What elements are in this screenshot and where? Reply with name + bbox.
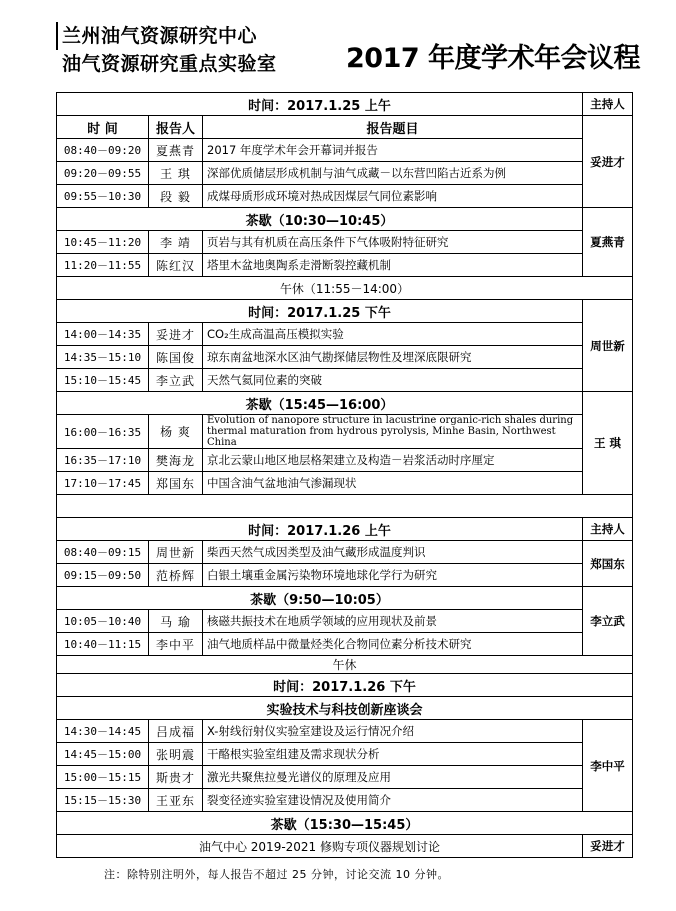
talk-time: 08:40－09:20	[57, 139, 149, 162]
host-name: 王 琪	[583, 392, 633, 495]
tea-break: 茶歇（10:30—10:45）	[57, 208, 583, 231]
talk-topic: 塔里木盆地奥陶系走滑断裂控藏机制	[203, 254, 583, 277]
tea-break: 茶歇（15:30—15:45）	[57, 812, 633, 835]
tea-break: 茶歇（9:50—10:05）	[57, 587, 583, 610]
talk-speaker: 夏燕青	[149, 139, 203, 162]
column-header-speaker: 报告人	[149, 116, 203, 139]
talk-speaker: 杨 爽	[149, 415, 203, 449]
lunch-row	[57, 656, 633, 674]
session-title: 时间：2017.1.26 下午	[57, 674, 633, 697]
table-row	[57, 766, 633, 789]
talk-time: 09:15－09:50	[57, 564, 149, 587]
lunch-break: 午休（11:55－14:00）	[57, 277, 633, 300]
lunch-row	[57, 277, 633, 300]
talk-time: 16:35－17:10	[57, 449, 149, 472]
agenda-table	[56, 92, 633, 858]
talk-speaker: 范桥辉	[149, 564, 203, 587]
talk-topic: 油气地质样品中微量烃类化合物同位素分析技术研究	[203, 633, 583, 656]
page-title: 2017 年度学术年会议程	[346, 43, 641, 74]
talk-topic: 成煤母质形成环境对热成因煤层气同位素影响	[203, 185, 583, 208]
talk-time: 14:30－14:45	[57, 720, 149, 743]
table-row	[57, 369, 633, 392]
talk-speaker: 李立武	[149, 369, 203, 392]
talk-topic: 页岩与其有机质在高压条件下气体吸附特征研究	[203, 231, 583, 254]
talk-topic: 深部优质储层形成机制与油气成藏－以东营凹陷古近系为例	[203, 162, 583, 185]
tea-break: 茶歇（15:45—16:00）	[57, 392, 583, 415]
table-row	[57, 231, 633, 254]
organizer-block	[56, 22, 277, 78]
talk-speaker: 陈红汉	[149, 254, 203, 277]
talk-speaker: 妥进才	[149, 323, 203, 346]
talk-time: 08:40－09:15	[57, 541, 149, 564]
talk-time: 14:35－15:10	[57, 346, 149, 369]
talk-topic: 琼东南盆地深水区油气勘探储层物性及埋深底限研究	[203, 346, 583, 369]
talk-speaker: 郑国东	[149, 472, 203, 495]
footer-note: 注：除特别注明外，每人报告不超过 25 分钟，讨论交流 10 分钟。	[104, 868, 449, 881]
organizer-name-1: 兰州油气资源研究中心	[56, 22, 277, 50]
talk-topic: 干酪根实验室组建及需求现状分析	[203, 743, 583, 766]
talk-time: 14:00－14:35	[57, 323, 149, 346]
talk-speaker: 段 毅	[149, 185, 203, 208]
session-header-row	[57, 93, 633, 116]
table-row	[57, 472, 633, 495]
break-row	[57, 587, 633, 610]
talk-topic: 白银土壤重金属污染物环境地球化学行为研究	[203, 564, 583, 587]
table-row	[57, 346, 633, 369]
talk-time: 15:00－15:15	[57, 766, 149, 789]
table-row	[57, 449, 633, 472]
talk-topic: 中国含油气盆地油气渗漏现状	[203, 472, 583, 495]
talk-topic: 京北云蒙山地区地层格架建立及构造－岩浆活动时序厘定	[203, 449, 583, 472]
break-row	[57, 392, 633, 415]
column-header-row	[57, 116, 633, 139]
host-label: 主持人	[583, 518, 633, 541]
column-header-topic: 报告题目	[203, 116, 583, 139]
table-row	[57, 541, 633, 564]
host-label: 主持人	[583, 93, 633, 116]
talk-time: 09:55－10:30	[57, 185, 149, 208]
talk-time: 11:20－11:55	[57, 254, 149, 277]
table-row	[57, 743, 633, 766]
table-row	[57, 139, 633, 162]
talk-topic: X-射线衍射仪实验室建设及运行情况介绍	[203, 720, 583, 743]
host-name: 周世新	[583, 300, 633, 392]
closing-row	[57, 835, 633, 858]
session-header-row	[57, 674, 633, 697]
talk-speaker: 斯贵才	[149, 766, 203, 789]
talk-topic: 柴西天然气成因类型及油气藏形成温度判识	[203, 541, 583, 564]
forum-title: 实验技术与科技创新座谈会	[57, 697, 633, 720]
talk-speaker: 张明震	[149, 743, 203, 766]
host-name: 夏燕青	[583, 208, 633, 277]
talk-topic: Evolution of nanopore structure in lacustrine organic-rich shales during thermal maturation from hydrous pyrolysis, Minhe Basin, Northwest China	[203, 415, 583, 449]
talk-topic: 2017 年度学术年会开幕词并报告	[203, 139, 583, 162]
host-name: 妥进才	[583, 835, 633, 858]
talk-speaker: 王 琪	[149, 162, 203, 185]
table-row	[57, 185, 633, 208]
talk-time: 14:45－15:00	[57, 743, 149, 766]
talk-speaker: 周世新	[149, 541, 203, 564]
talk-topic: 天然气氦同位素的突破	[203, 369, 583, 392]
host-name: 妥进才	[583, 116, 633, 208]
table-row	[57, 162, 633, 185]
table-row	[57, 720, 633, 743]
talk-speaker: 马 瑜	[149, 610, 203, 633]
talk-speaker: 吕成福	[149, 720, 203, 743]
table-row	[57, 323, 633, 346]
table-row	[57, 254, 633, 277]
talk-time: 15:10－15:45	[57, 369, 149, 392]
day-separator	[57, 495, 633, 518]
talk-time: 15:15－15:30	[57, 789, 149, 812]
talk-time: 10:05－10:40	[57, 610, 149, 633]
break-row	[57, 812, 633, 835]
table-row	[57, 789, 633, 812]
table-row	[57, 633, 633, 656]
talk-topic: 裂变径迹实验室建设情况及使用简介	[203, 789, 583, 812]
talk-time: 17:10－17:45	[57, 472, 149, 495]
table-row	[57, 564, 633, 587]
table-row	[57, 415, 633, 449]
talk-speaker: 樊海龙	[149, 449, 203, 472]
closing-discussion: 油气中心 2019-2021 修购专项仪器规划讨论	[57, 835, 583, 858]
talk-time: 16:00－16:35	[57, 415, 149, 449]
break-row	[57, 208, 633, 231]
talk-speaker: 王亚东	[149, 789, 203, 812]
table-row	[57, 610, 633, 633]
session-title: 时间：2017.1.26 上午	[57, 518, 583, 541]
page-header	[56, 22, 656, 88]
talk-speaker: 陈国俊	[149, 346, 203, 369]
talk-topic: CO₂生成高温高压模拟实验	[203, 323, 583, 346]
talk-time: 09:20－09:55	[57, 162, 149, 185]
host-name: 郑国东	[583, 541, 633, 587]
session-header-row	[57, 518, 633, 541]
organizer-name-2: 油气资源研究重点实验室	[62, 53, 277, 75]
session-title: 时间：2017.1.25 下午	[57, 300, 583, 323]
host-name: 李中平	[583, 720, 633, 812]
lunch-break: 午休	[57, 656, 633, 674]
session-header-row	[57, 300, 633, 323]
talk-speaker: 李中平	[149, 633, 203, 656]
talk-speaker: 李 靖	[149, 231, 203, 254]
talk-time: 10:40－11:15	[57, 633, 149, 656]
divider	[57, 495, 633, 518]
session-title: 时间：2017.1.25 上午	[57, 93, 583, 116]
talk-topic: 核磁共振技术在地质学领域的应用现状及前景	[203, 610, 583, 633]
forum-title-row	[57, 697, 633, 720]
talk-topic: 激光共聚焦拉曼光谱仪的原理及应用	[203, 766, 583, 789]
talk-time: 10:45－11:20	[57, 231, 149, 254]
column-header-time: 时 间	[57, 116, 149, 139]
host-name: 李立武	[583, 587, 633, 656]
